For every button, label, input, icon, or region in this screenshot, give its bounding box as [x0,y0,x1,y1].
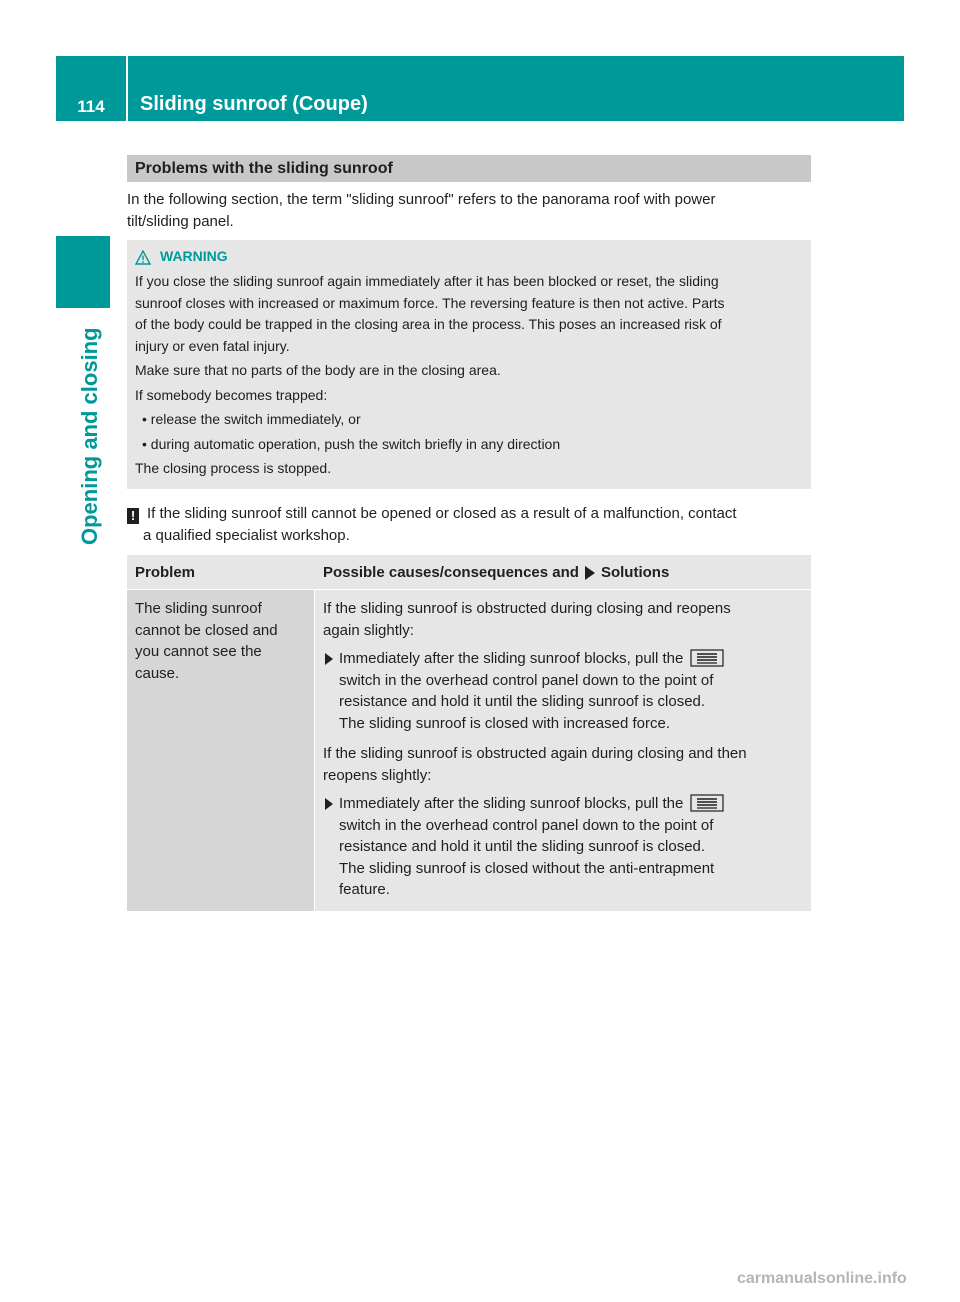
warning-text: Make sure that no parts of the body are in the closing area. [135,362,501,378]
step-text: The sliding sunroof is closed without the anti-entrapment [339,859,715,877]
step-text: resistance and hold it until the sliding sunroof is closed. [339,838,706,855]
page-number: 114 [77,97,105,116]
chapter-label: Opening and closing [77,327,102,545]
column-header-text: Possible causes/consequences and [323,564,579,581]
column-header-problem: Problem [135,564,196,581]
warning-text: injury or even fatal injury. [135,337,290,354]
column-header-text: Solutions [600,564,670,581]
intro-line: In the following section, the term "sliding sunroof" refers to the panorama roof with power [127,191,716,208]
step-arrow-icon [325,653,333,665]
warning-text: sunroof closes with increased or maximum force. The reversing feature is then not active. Parts [135,294,725,311]
warning-bullet: • release the switch immediately, or [142,411,361,427]
page-title: Sliding sunroof (Coupe) [140,93,368,115]
sunroof-switch-icon [690,649,724,667]
section-heading: Problems with the sliding sunroof [127,155,811,182]
warning-text: If you close the sliding sunroof again immediately after it has been blocked or reset, the sliding [135,273,719,289]
warning-text: The closing process is stopped. [135,460,332,476]
cause-text: If the sliding sunroof is obstructed again during closing and then [323,745,747,762]
problem-text: cannot be closed and [135,621,278,639]
problem-text: you cannot see the [135,643,262,660]
solution-step [323,648,805,734]
cause-text: reopens slightly: [323,766,432,784]
warning-box [127,240,811,489]
notice [127,503,817,547]
notice-text: a qualified specialist workshop. [143,527,350,544]
step-text: switch in the overhead control panel down to the point of [339,671,714,689]
warning-bullet: • during automatic operation, push the switch briefly in any direction [142,435,561,452]
step-text: Immediately after the sliding sunroof blocks, pull the [339,650,684,667]
warning-title [135,246,803,268]
arrow-icon [585,566,595,580]
sunroof-switch-icon [690,794,724,812]
table-header [127,555,811,589]
table-cell-problem [127,590,314,911]
exclamation-icon: ! [127,508,139,524]
step-text: resistance and hold it until the sliding sunroof is closed. [339,693,706,710]
warning-text: of the body could be trapped in the closing area in the process. This poses an increased risk of [135,316,722,332]
solution-step [323,793,805,901]
warning-triangle-icon [135,250,151,265]
step-text: The sliding sunroof is closed with increased force. [339,714,670,732]
notice-text: If the sliding sunroof still cannot be opened or closed as a result of a malfunction, contact [147,505,737,522]
header-separator [126,56,128,121]
column-header-solutions [323,564,669,581]
cause-text: If the sliding sunroof is obstructed during closing and reopens [323,600,731,617]
intro-text [127,189,817,233]
warning-text: If somebody becomes trapped: [135,386,328,403]
warning-label: WARNING [160,248,228,265]
watermark: carmanualsonline.info [737,1270,907,1287]
problem-text: The sliding sunroof [135,600,262,617]
intro-line: tilt/sliding panel. [127,213,234,230]
step-text: switch in the overhead control panel down to the point of [339,816,714,834]
step-arrow-icon [325,798,333,810]
step-text: Immediately after the sliding sunroof blocks, pull the [339,795,684,812]
problem-text: cause. [135,664,180,682]
cause-text: again slightly: [323,621,414,639]
table-cell-solutions [315,590,811,911]
chapter-marker [56,236,110,308]
step-text: feature. [339,881,390,898]
